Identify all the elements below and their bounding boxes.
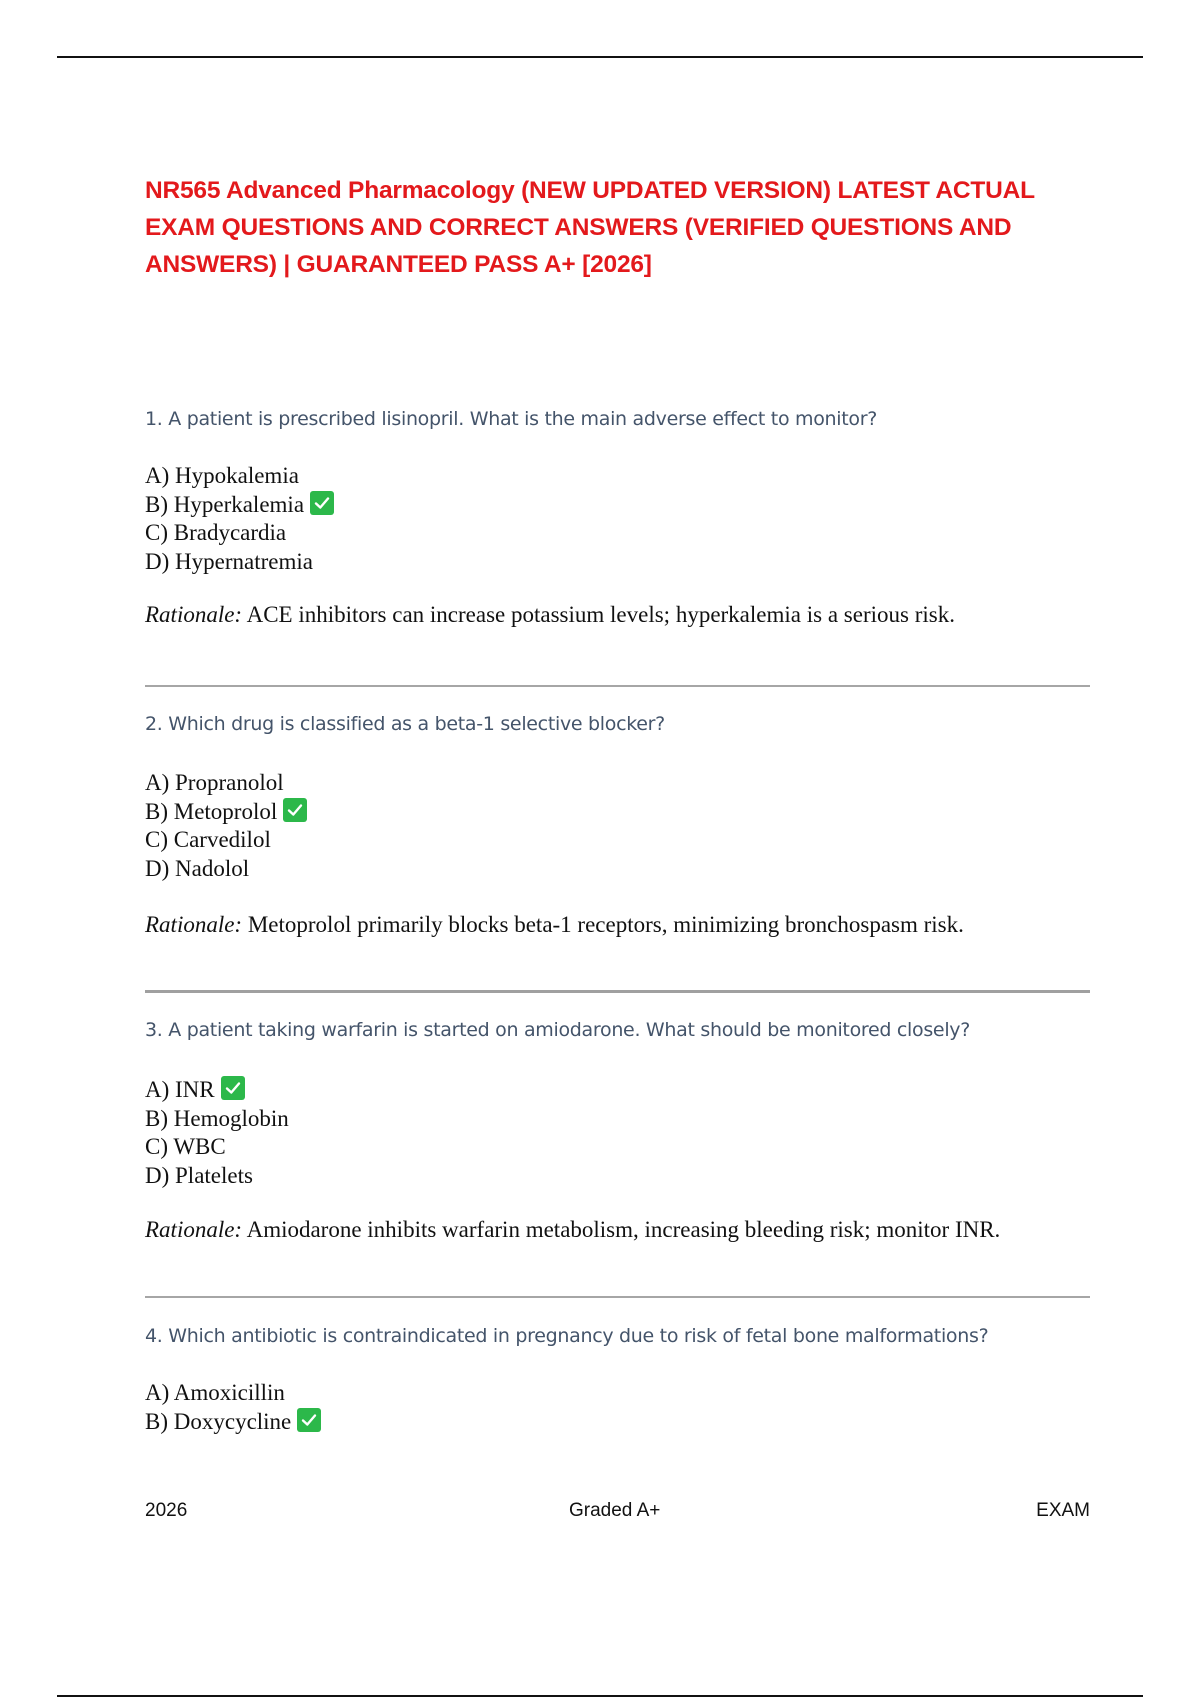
- question-block: [145, 711, 1090, 939]
- question-block: [145, 1017, 1090, 1244]
- option: D) Hypernatremia: [145, 548, 313, 574]
- option: A) Amoxicillin: [145, 1380, 285, 1405]
- option: C) Bradycardia: [145, 520, 287, 545]
- rationale: Rationale: Amiodarone inhibits warfarin metabolism, increasing bleeding risk; monitor INR.: [145, 1217, 1001, 1242]
- rationale: Rationale: Metoprolol primarily blocks beta-1 receptors, minimizing bronchospasm risk.: [145, 912, 964, 937]
- question-divider: [145, 685, 1090, 687]
- option: D) Platelets: [145, 1162, 253, 1188]
- option-correct: A) INR: [145, 1076, 1090, 1105]
- options-list: [145, 462, 1090, 576]
- question-divider: [145, 990, 1090, 993]
- option-correct: B) Metoprolol: [145, 798, 1090, 827]
- footer-year: 2026: [145, 1500, 188, 1521]
- question-text: 1. A patient is prescribed lisinopril. What is the main adverse effect to monitor?: [145, 408, 878, 430]
- check-mark-icon: [283, 798, 307, 822]
- question-block: [145, 1323, 1090, 1436]
- option: A) Hypokalemia: [145, 463, 299, 488]
- option-correct: B) Hyperkalemia: [145, 491, 1090, 520]
- option: D) Nadolol: [145, 855, 250, 881]
- footer-rule: [57, 1695, 1143, 1697]
- question-divider: [145, 1296, 1090, 1298]
- option: C) Carvedilol: [145, 827, 271, 852]
- option: C) WBC: [145, 1134, 226, 1159]
- options-list: [145, 1379, 1090, 1436]
- question-text: 4. Which antibiotic is contraindicated in pregnancy due to risk of fetal bone malformations?: [145, 1325, 989, 1347]
- option-correct: B) Doxycycline: [145, 1408, 1090, 1437]
- question-text: 2. Which drug is classified as a beta-1 selective blocker?: [145, 713, 665, 735]
- footer-label: EXAM: [1036, 1500, 1090, 1521]
- check-mark-icon: [310, 491, 334, 515]
- options-list: [145, 1076, 1090, 1190]
- question-text: 3. A patient taking warfarin is started on amiodarone. What should be monitored closely?: [145, 1019, 971, 1041]
- option: A) Propranolol: [145, 770, 284, 795]
- document-title: NR565 Advanced Pharmacology (NEW UPDATED VERSION) LATEST ACTUAL EXAM QUESTIONS AND CORRECT ANSWERS (VERIFIED QUESTIONS AND ANSWERS) | GUARANTEED PASS A+ [2026]: [145, 177, 1035, 278]
- options-list: [145, 769, 1090, 883]
- option: B) Hemoglobin: [145, 1105, 289, 1131]
- rationale: Rationale: ACE inhibitors can increase potassium levels; hyperkalemia is a serious risk.: [145, 602, 955, 627]
- footer-grade: Graded A+: [569, 1500, 661, 1521]
- check-mark-icon: [297, 1408, 321, 1432]
- question-block: [145, 406, 1090, 629]
- header-rule: [57, 56, 1143, 58]
- check-mark-icon: [221, 1076, 245, 1100]
